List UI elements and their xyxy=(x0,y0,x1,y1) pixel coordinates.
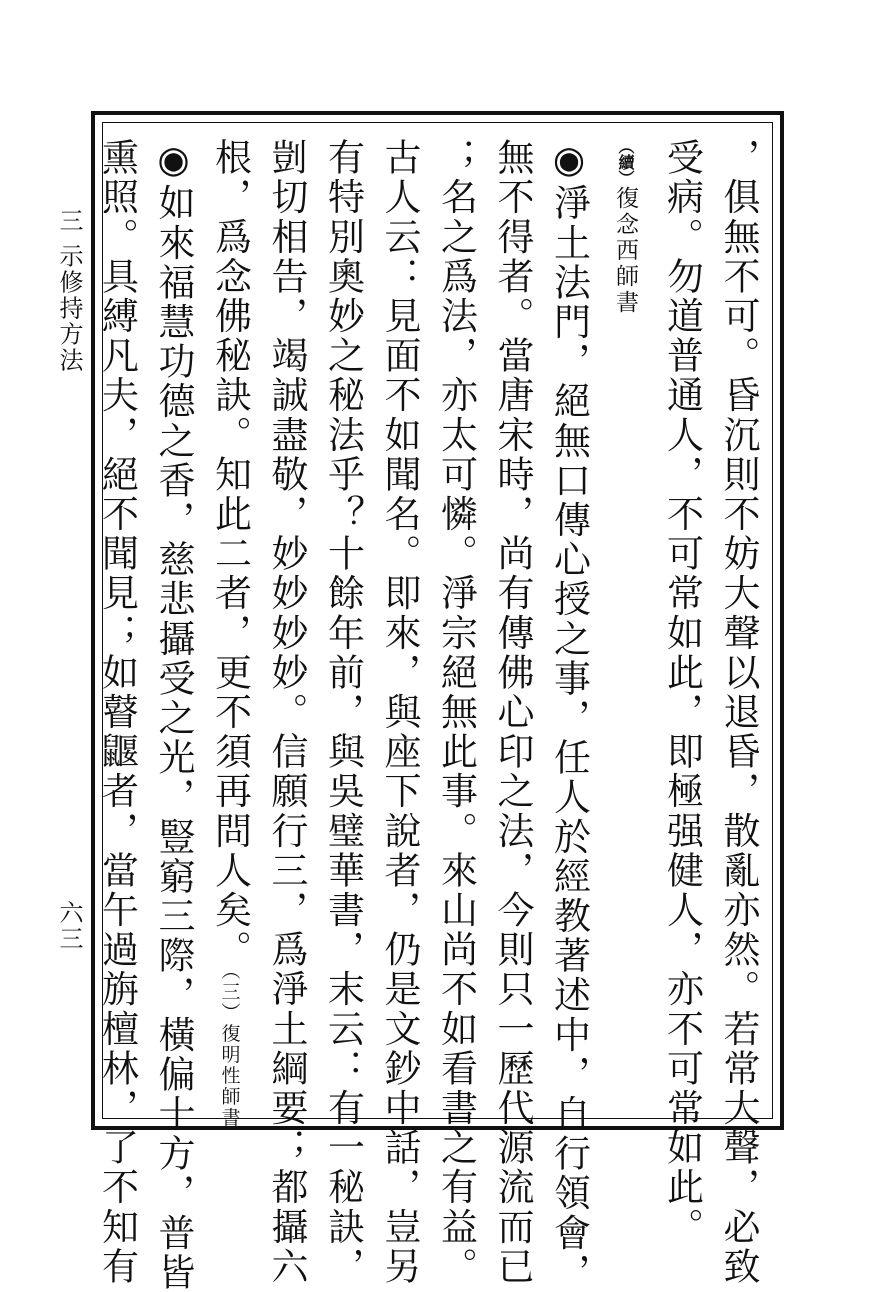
text-body xyxy=(95,138,766,1292)
text-frame xyxy=(91,111,784,1292)
page-number: 六三 xyxy=(55,900,83,952)
text-column-12: 熏照。具縛凡夫，絕不聞見；如瞽鼴者，當午過旃檀林，了不知有 xyxy=(95,138,139,1287)
continued-label: （續） xyxy=(616,138,635,186)
text-column-2: 受病。勿道普通人，不可常如此，即極强健人，亦不可常如此。 xyxy=(660,138,704,1247)
text-column-5: 無不得者。當唐宋時，尚有傳佛心印之法，今則只一歷代源流而已 xyxy=(491,138,534,1287)
text-column-10 xyxy=(201,138,258,1129)
letter-heading xyxy=(597,138,654,1118)
letter-title: 復念西師書 xyxy=(612,186,638,316)
text-column-6: ；名之爲法，亦太可憐。淨宗絕無此事。來山尚不如看書之有益。 xyxy=(434,138,478,1287)
text-column-1: ，俱無不可。昏沉則不妨大聲以退昏，散亂亦然。若常大聲，必致 xyxy=(717,138,760,1287)
text-column-10-body: 根，爲念佛秘訣。知此二者，更不須再問人矣。 xyxy=(208,138,252,970)
section-header: 三 示修持方法 xyxy=(55,208,83,374)
text-column-4: ◉淨土法門，絕無口傳心授之事，任人於經教著述中，自行領會， xyxy=(547,138,591,1292)
text-column-9: 剴切相告，竭誠盡敬，妙妙妙妙。信願行三，爲淨土綱要；都攝六 xyxy=(265,138,308,1287)
text-column-8: 有特別奧妙之秘法乎？十餘年前，與吳璧華書，末云：有一秘訣， xyxy=(321,138,365,1287)
next-letter-title: （三）復明性師書 xyxy=(218,969,241,1129)
text-column-7: 古人云：見面不如聞名。即來，與座下說者，仍是文鈔中話，豈另 xyxy=(378,138,421,1287)
text-column-11: ◉如來福慧功德之香，慈悲攝受之光，豎窮三際，橫偏十方，普皆 xyxy=(152,138,195,1292)
